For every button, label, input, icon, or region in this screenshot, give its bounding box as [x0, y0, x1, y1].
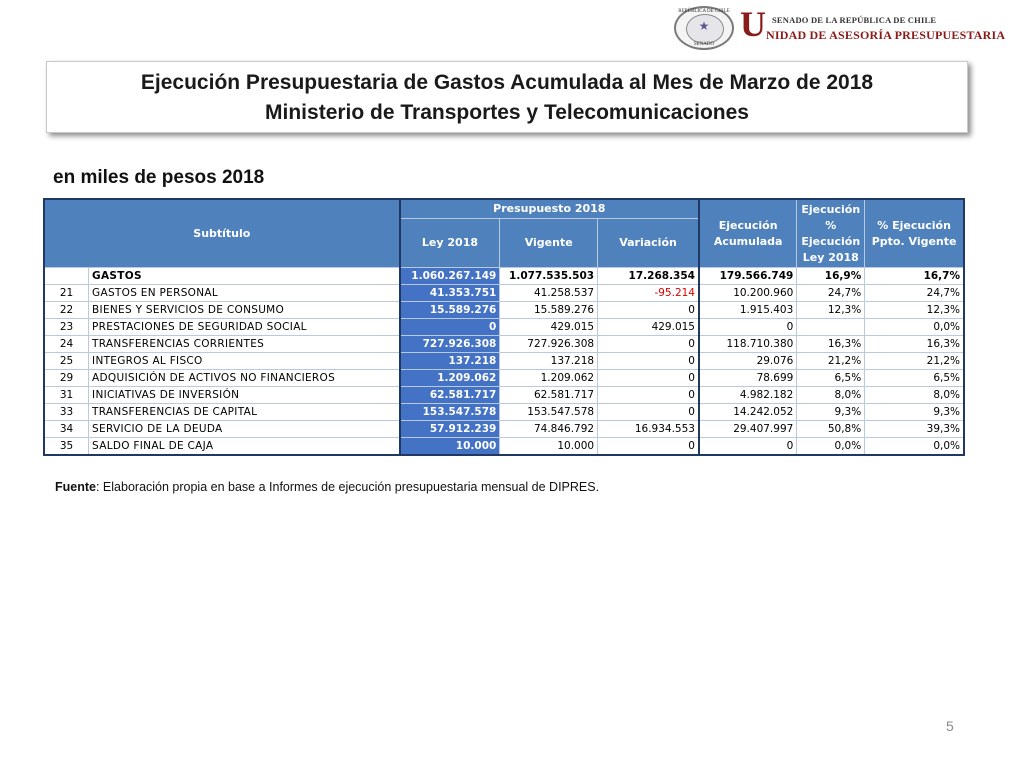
units-label: en miles de pesos 2018: [53, 167, 265, 188]
cell-vigente: 137.218: [500, 353, 598, 370]
table-row: [44, 370, 964, 387]
cell-subtitulo-name: SERVICIO DE LA DEUDA: [89, 421, 400, 438]
header-pct-ley: Ejecución % Ejecución Ley 2018: [797, 199, 865, 268]
header-ley: Ley 2018: [400, 219, 500, 268]
cell-ejecucion: 29.407.997: [699, 421, 797, 438]
cell-variacion: 0: [598, 302, 699, 319]
cell-vigente: 41.258.537: [500, 285, 598, 302]
header-presupuesto: Presupuesto 2018: [400, 199, 699, 219]
cell-ley: 57.912.239: [400, 421, 500, 438]
cell-subtitulo-name: TRANSFERENCIAS CORRIENTES: [89, 336, 400, 353]
page-subtitle: Ministerio de Transportes y Telecomunicaciones: [265, 101, 749, 124]
cell-variacion: -95.214: [598, 285, 699, 302]
senado-logo: [672, 4, 1017, 54]
table-row: [44, 387, 964, 404]
table-body: [44, 268, 964, 456]
cell-ley: 1.060.267.149: [400, 268, 500, 285]
unidad-label: NIDAD DE ASESORÍA PRESUPUESTARIA: [766, 28, 1006, 42]
cell-ley: 153.547.578: [400, 404, 500, 421]
cell-ejecucion: 179.566.749: [699, 268, 797, 285]
cell-pct-ley: 12,3%: [797, 302, 865, 319]
cell-vigente: 1.209.062: [500, 370, 598, 387]
cell-pct-ley: 9,3%: [797, 404, 865, 421]
cell-subtitulo-name: GASTOS EN PERSONAL: [89, 285, 400, 302]
cell-pct-vigente: 21,2%: [865, 353, 964, 370]
table-row: [44, 302, 964, 319]
cell-ley: 137.218: [400, 353, 500, 370]
table-row: [44, 404, 964, 421]
cell-ley: 62.581.717: [400, 387, 500, 404]
cell-vigente: 15.589.276: [500, 302, 598, 319]
page-number: 5: [946, 718, 954, 734]
cell-pct-vigente: 0,0%: [865, 319, 964, 336]
cell-subtitulo-name: SALDO FINAL DE CAJA: [89, 438, 400, 456]
cell-ejecucion: 118.710.380: [699, 336, 797, 353]
cell-pct-vigente: 12,3%: [865, 302, 964, 319]
cell-pct-ley: 50,8%: [797, 421, 865, 438]
cell-variacion: 0: [598, 404, 699, 421]
source-text: : Elaboración propia en base a Informes de ejecución presupuestaria mensual de DIPRES.: [95, 480, 600, 494]
cell-ejecucion: 1.915.403: [699, 302, 797, 319]
seal-top-text: REPÚBLICA DE CHILE: [678, 9, 730, 14]
cell-pct-vigente: 9,3%: [865, 404, 964, 421]
cell-subtitulo-name: INICIATIVAS DE INVERSIÓN: [89, 387, 400, 404]
cell-subtitulo-num: 24: [44, 336, 89, 353]
cell-pct-vigente: 16,7%: [865, 268, 964, 285]
cell-pct-ley: 16,9%: [797, 268, 865, 285]
cell-ejecucion: 10.200.960: [699, 285, 797, 302]
source-note: [55, 480, 599, 494]
cell-variacion: 0: [598, 336, 699, 353]
header-vigente: Vigente: [500, 219, 598, 268]
cell-ley: 41.353.751: [400, 285, 500, 302]
header-subtitulo: Subtítulo: [44, 199, 400, 268]
cell-ejecucion: 0: [699, 319, 797, 336]
cell-pct-ley: 8,0%: [797, 387, 865, 404]
cell-ley: 0: [400, 319, 500, 336]
senado-seal-icon: [674, 6, 734, 50]
cell-subtitulo-name: BIENES Y SERVICIOS DE CONSUMO: [89, 302, 400, 319]
header-variacion: Variación: [598, 219, 699, 268]
table-row: [44, 353, 964, 370]
cell-subtitulo-num: 29: [44, 370, 89, 387]
cell-pct-vigente: 24,7%: [865, 285, 964, 302]
cell-subtitulo-name: TRANSFERENCIAS DE CAPITAL: [89, 404, 400, 421]
cell-pct-vigente: 6,5%: [865, 370, 964, 387]
cell-subtitulo-num: 34: [44, 421, 89, 438]
table-row: [44, 438, 964, 456]
table-row: [44, 336, 964, 353]
cell-vigente: 429.015: [500, 319, 598, 336]
cell-subtitulo-num: 21: [44, 285, 89, 302]
cell-variacion: 0: [598, 353, 699, 370]
cell-ejecucion: 0: [699, 438, 797, 456]
cell-ley: 727.926.308: [400, 336, 500, 353]
cell-pct-ley: 6,5%: [797, 370, 865, 387]
cell-pct-vigente: 0,0%: [865, 438, 964, 456]
cell-vigente: 74.846.792: [500, 421, 598, 438]
cell-subtitulo-num: 33: [44, 404, 89, 421]
seal-bottom-text: SENADO: [693, 42, 715, 47]
cell-variacion: 0: [598, 370, 699, 387]
cell-ley: 15.589.276: [400, 302, 500, 319]
page-title: Ejecución Presupuestaria de Gastos Acumulada al Mes de Marzo de 2018: [140, 71, 874, 94]
cell-variacion: 0: [598, 387, 699, 404]
cell-pct-ley: 16,3%: [797, 336, 865, 353]
senado-label: SENADO DE LA REPÚBLICA DE CHILE: [772, 15, 937, 25]
cell-ejecucion: 4.982.182: [699, 387, 797, 404]
unidad-initial: U: [740, 4, 766, 44]
cell-subtitulo-num: 35: [44, 438, 89, 456]
cell-pct-vigente: 16,3%: [865, 336, 964, 353]
cell-subtitulo-name: PRESTACIONES DE SEGURIDAD SOCIAL: [89, 319, 400, 336]
cell-variacion: 429.015: [598, 319, 699, 336]
cell-pct-ley: 0,0%: [797, 438, 865, 456]
cell-variacion: 16.934.553: [598, 421, 699, 438]
cell-subtitulo-num: 31: [44, 387, 89, 404]
source-label: Fuente: [55, 480, 96, 494]
cell-variacion: 17.268.354: [598, 268, 699, 285]
cell-variacion: 0: [598, 438, 699, 456]
cell-pct-ley: 24,7%: [797, 285, 865, 302]
cell-subtitulo-num: 23: [44, 319, 89, 336]
cell-ejecucion: 14.242.052: [699, 404, 797, 421]
table-row: [44, 285, 964, 302]
cell-pct-vigente: 8,0%: [865, 387, 964, 404]
table-row: [44, 319, 964, 336]
cell-vigente: 10.000: [500, 438, 598, 456]
cell-ejecucion: 78.699: [699, 370, 797, 387]
header-pct-vigente: % Ejecución Ppto. Vigente: [865, 199, 964, 268]
table-header-row: [44, 199, 964, 219]
table-row: [44, 421, 964, 438]
table-row-total: [44, 268, 964, 285]
cell-ejecucion: 29.076: [699, 353, 797, 370]
title-box: [46, 61, 968, 133]
budget-table: [43, 198, 965, 456]
cell-subtitulo-num: 22: [44, 302, 89, 319]
cell-subtitulo-num: [44, 268, 89, 285]
cell-vigente: 1.077.535.503: [500, 268, 598, 285]
cell-pct-vigente: 39,3%: [865, 421, 964, 438]
cell-vigente: 727.926.308: [500, 336, 598, 353]
cell-ley: 10.000: [400, 438, 500, 456]
cell-vigente: 62.581.717: [500, 387, 598, 404]
cell-subtitulo-name: GASTOS: [89, 268, 400, 285]
cell-vigente: 153.547.578: [500, 404, 598, 421]
cell-pct-ley: [797, 319, 865, 336]
cell-subtitulo-name: ADQUISICIÓN DE ACTIVOS NO FINANCIEROS: [89, 370, 400, 387]
star-icon: ★: [698, 19, 710, 33]
header-ejecucion-acumulada: Ejecución Acumulada: [699, 199, 797, 268]
cell-subtitulo-name: INTEGROS AL FISCO: [89, 353, 400, 370]
cell-pct-ley: 21,2%: [797, 353, 865, 370]
cell-ley: 1.209.062: [400, 370, 500, 387]
cell-subtitulo-num: 25: [44, 353, 89, 370]
